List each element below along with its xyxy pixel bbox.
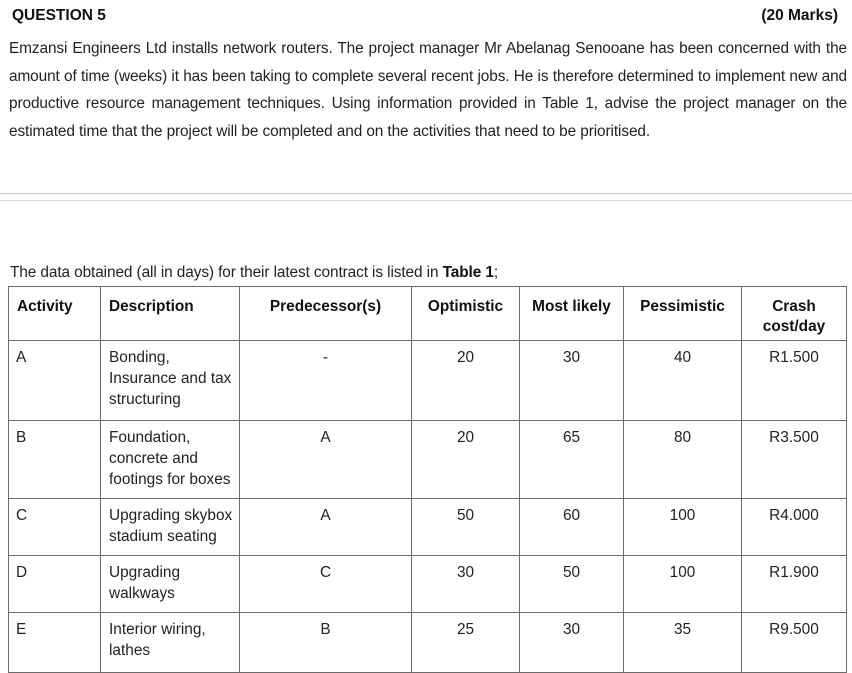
header-activity: Activity: [9, 287, 101, 341]
cell-crash-cost: R1.900: [742, 556, 847, 613]
cell-pessimistic: 40: [624, 341, 742, 421]
cell-predecessor: A: [240, 499, 412, 556]
divider-top: [0, 193, 852, 194]
cell-activity: C: [9, 499, 101, 556]
cell-description: Bonding, Insurance and tax structuring: [101, 341, 240, 421]
cell-most-likely: 30: [520, 613, 624, 673]
caption-text: The data obtained (all in days) for their latest contract is listed in: [10, 264, 443, 281]
cell-description: Upgrading walkways: [101, 556, 240, 613]
cell-pessimistic: 100: [624, 556, 742, 613]
header-predecessor: Predecessor(s): [240, 287, 412, 341]
table-row: [9, 341, 847, 421]
caption-table-ref: Table 1: [442, 264, 494, 281]
table-row: [9, 499, 847, 556]
cell-most-likely: 60: [520, 499, 624, 556]
cell-activity: A: [9, 341, 101, 421]
cell-optimistic: 20: [412, 421, 520, 499]
cell-activity: E: [9, 613, 101, 673]
cell-optimistic: 25: [412, 613, 520, 673]
cell-predecessor: C: [240, 556, 412, 613]
caption-suffix: ;: [493, 264, 498, 281]
cell-most-likely: 30: [520, 341, 624, 421]
divider-bottom: [0, 200, 852, 201]
cell-crash-cost: R4.000: [742, 499, 847, 556]
cell-pessimistic: 100: [624, 499, 742, 556]
cell-description: Upgrading skybox stadium seating: [101, 499, 240, 556]
cell-crash-cost: R1.500: [742, 341, 847, 421]
cell-crash-cost: R9.500: [742, 613, 847, 673]
cell-activity: B: [9, 421, 101, 499]
table-header-row: [9, 287, 847, 341]
question-marks: (20 Marks): [761, 7, 838, 24]
cell-optimistic: 20: [412, 341, 520, 421]
cell-pessimistic: 80: [624, 421, 742, 499]
table-row: [9, 421, 847, 499]
cell-most-likely: 65: [520, 421, 624, 499]
header-description: Description: [101, 287, 240, 341]
table-row: [9, 556, 847, 613]
intro-paragraph: Emzansi Engineers Ltd installs network routers. The project manager Mr Abelanag Senooane has been concerned with the amount of time (weeks) it has been taking to complete several recent jobs. He is therefore determined to implement new and productive resource management techniques. Using information provided in Table 1, advise the project manager on the estimated time that the project will be completed and on the activities that need to be prioritised.: [9, 40, 847, 140]
cell-description: Foundation, concrete and footings for boxes: [101, 421, 240, 499]
cell-activity: D: [9, 556, 101, 613]
table-row: [9, 613, 847, 673]
cell-optimistic: 50: [412, 499, 520, 556]
header-optimistic: Optimistic: [412, 287, 520, 341]
header-pessimistic: Pessimistic: [624, 287, 742, 341]
header-crash-cost: Crash cost/day: [742, 287, 847, 341]
cell-pessimistic: 35: [624, 613, 742, 673]
cell-crash-cost: R3.500: [742, 421, 847, 499]
cell-optimistic: 30: [412, 556, 520, 613]
table-caption: [10, 264, 498, 282]
question-header: [12, 4, 838, 28]
header-most-likely: Most likely: [520, 287, 624, 341]
cell-predecessor: B: [240, 613, 412, 673]
activity-table: [8, 286, 847, 673]
question-title: QUESTION 5: [12, 7, 106, 24]
cell-description: Interior wiring, lathes: [101, 613, 240, 673]
cell-predecessor: A: [240, 421, 412, 499]
cell-predecessor: -: [240, 341, 412, 421]
cell-most-likely: 50: [520, 556, 624, 613]
